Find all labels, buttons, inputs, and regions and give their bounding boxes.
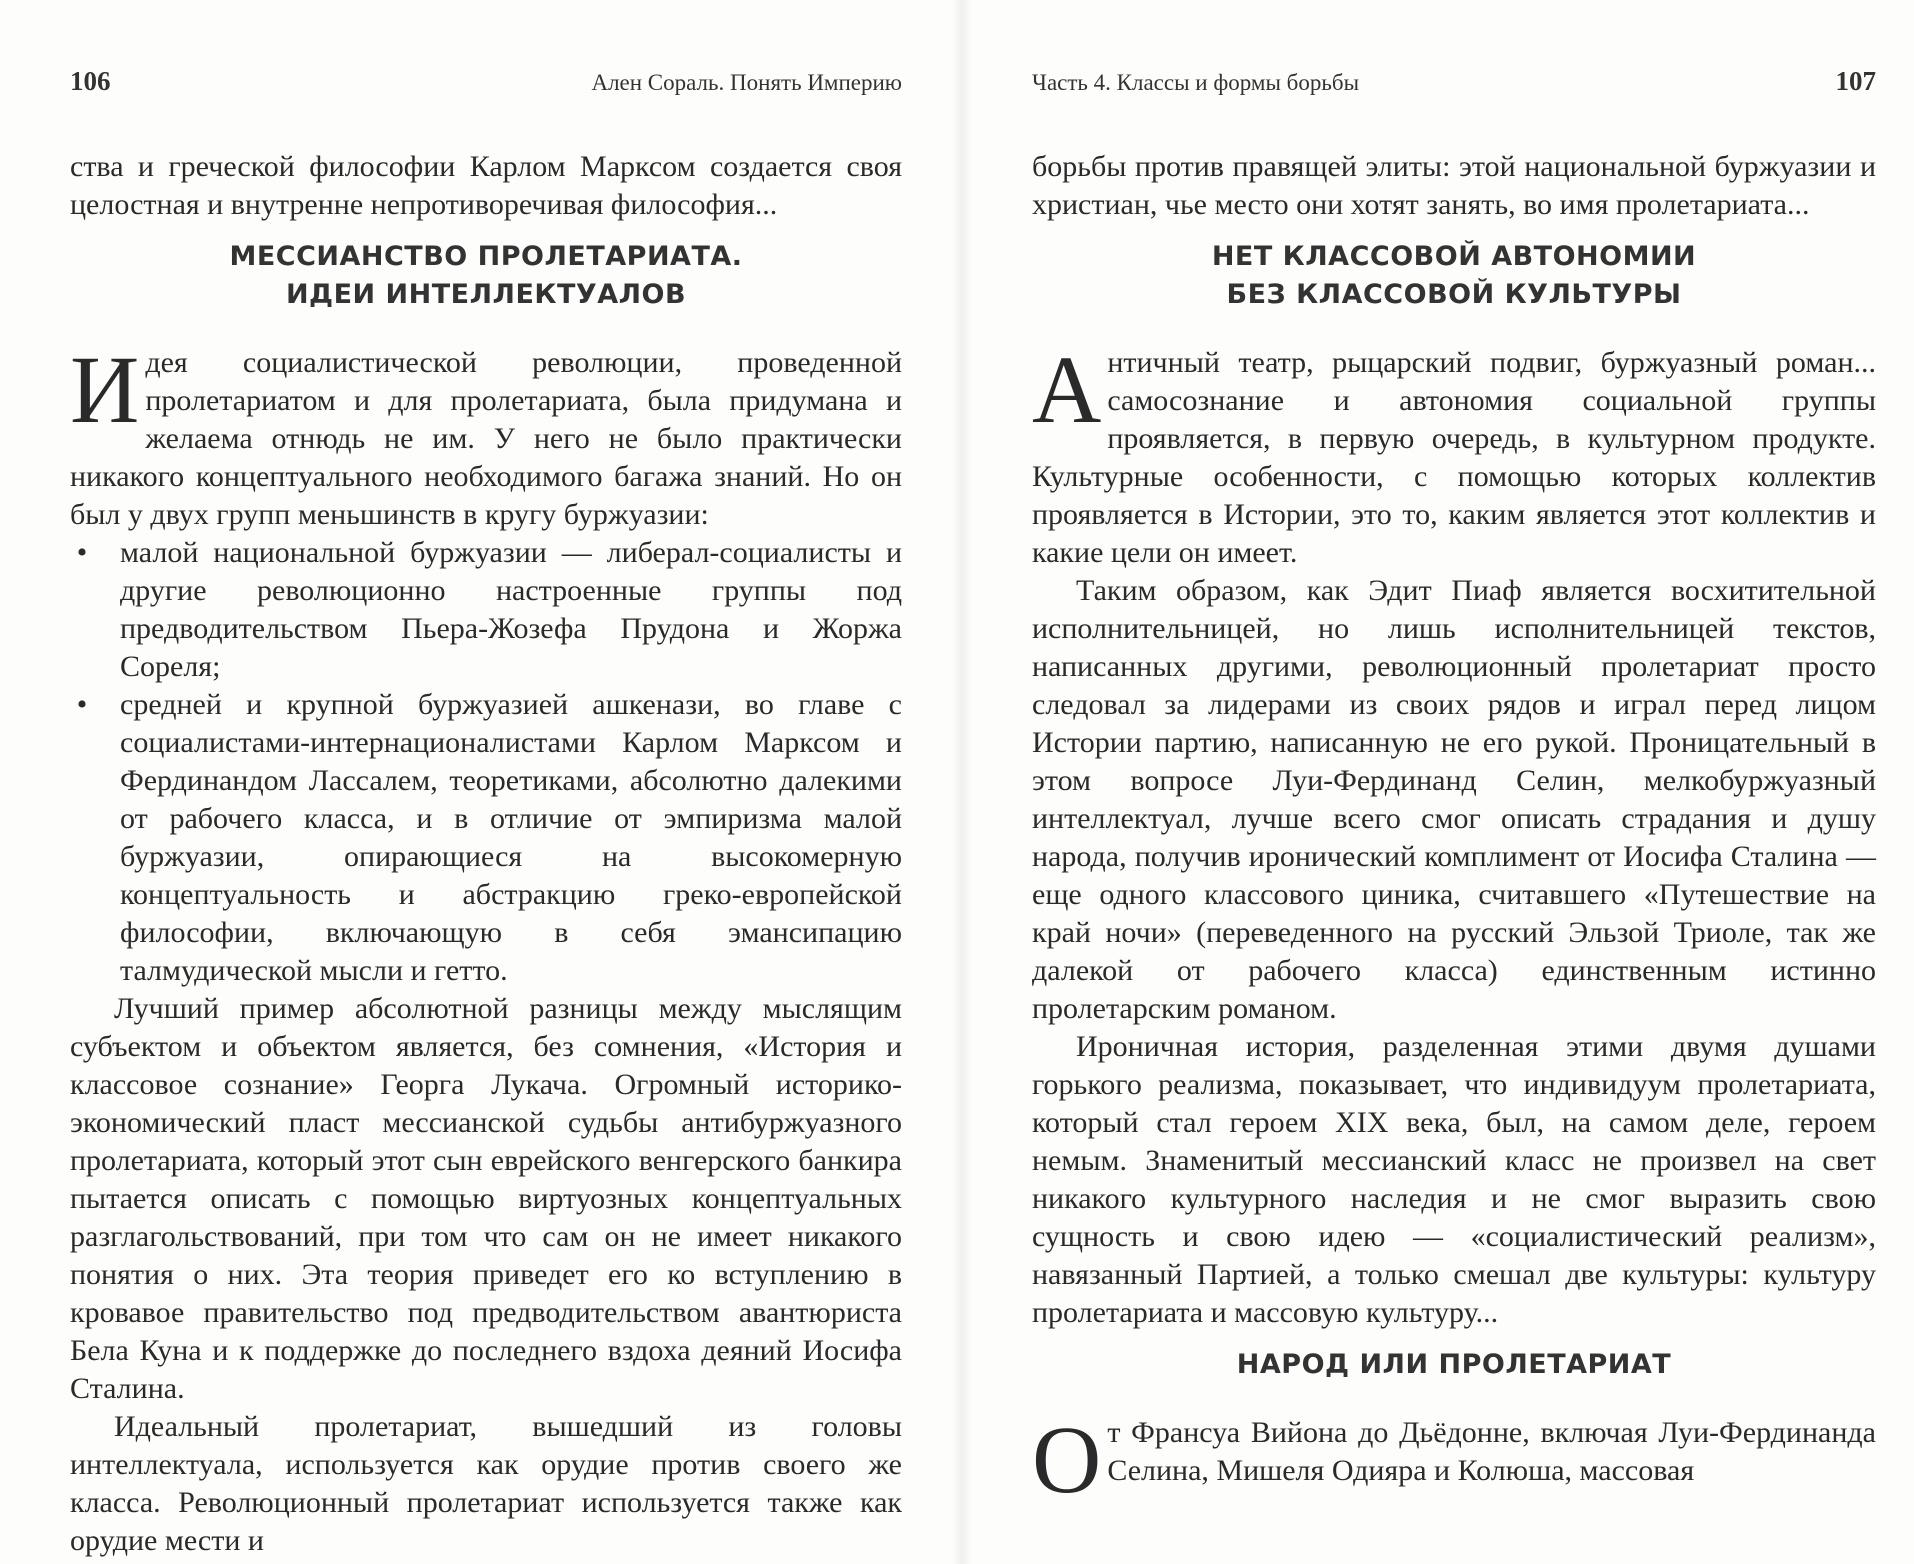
- left-dropcap-text: дея социалистической революции, проведенной пролетариатом и для пролетариата, была придумана и желаема отнюдь не им. У него не было практически никакого концептуального необходимого багажа знаний. Но он был у двух групп меньшинств в кругу буржуазии:: [70, 346, 902, 531]
- left-section-heading: [70, 238, 902, 314]
- left-dropcap-paragraph: [70, 336, 902, 534]
- left-heading-line-2: ИДЕИ ИНТЕЛЛЕКТУАЛОВ: [285, 279, 687, 310]
- right-section-heading-1: [1032, 238, 1876, 314]
- right-page: [970, 0, 1914, 1564]
- right-section-heading-2: НАРОД ИЛИ ПРОЛЕТАРИАТ: [1236, 1349, 1672, 1380]
- right-paragraph-piaf: Таким образом, как Эдит Пиаф является восхитительной исполнительницей, но лишь исполнительницей текстов, написанных другими, революционный пролетариат просто следовал за лидерами из своих рядов и играл перед лицом Истории партию, написанную не его рукой. Проницательный в этом вопросе Луи-Фердинанд Селин, мелкобуржуазный интеллектуал, лучше всего смог описать страдания и душу народа, получив иронический комплимент от Иосифа Сталина — еще одного классового циника, считавшего «Путешествие на край ночи» (переведенного на русский Эльзой Триоле, так же далекой от рабочего класса) единственным истинно пролетарским романом.: [1032, 574, 1876, 1025]
- left-dropcap-letter: И: [70, 336, 140, 443]
- left-running-title: Ален Сораль. Понять Империю: [591, 70, 902, 95]
- bullet-text: средней и крупной буржуазией ашкенази, во главе с социалистами-интернационалистами Карлом Марксом и Фердинандом Лассалем, теоретиками, абсолютно далекими от рабочего класса, и в отличие от эмпиризма малой буржуазии, опирающиеся на высокомерную концептуальность и абстракцию греко-европейской философии, включающую в себя эмансипацию талмудической мысли и гетто.: [120, 688, 902, 987]
- right-opening-paragraph: борьбы против правящей элиты: этой национальной буржуазии и христиан, чье место они хотят занять, во имя пролетариата...: [1032, 150, 1876, 221]
- right-dropcap2-text: т Франсуа Вийона до Дьёдонне, включая Луи-Фердинанда Селина, Мишеля Одияра и Колюша, массовая: [1107, 1416, 1876, 1487]
- left-body-text: [70, 148, 902, 1560]
- right-body-text: [1032, 148, 1876, 1513]
- list-item: [70, 534, 902, 686]
- right-running-title: Часть 4. Классы и формы борьбы: [1032, 70, 1360, 95]
- left-page-number: 106: [70, 66, 111, 96]
- right-dropcap2-letter: О: [1032, 1406, 1102, 1513]
- right-heading1-line-2: БЕЗ КЛАССОВОЙ КУЛЬТУРЫ: [1226, 279, 1682, 310]
- bullet-marker: •: [76, 688, 88, 721]
- right-running-head: [1032, 66, 1876, 110]
- right-paragraph-ironic-history: Ироничная история, разделенная этими двумя душами горького реализма, показывает, что индивидуум пролетариата, который стал героем XIX века, был, на самом деле, героем немым. Знаменитый мессианский класс не произвел на свет никакого культурного наследия и не смог выразить свою сущность и свою идею — «социалистический реализм», навязанный Партией, а только смешал две культуры: культуру пролетариата и массовую культуру...: [1032, 1030, 1876, 1329]
- right-heading1-line-1: НЕТ КЛАССОВОЙ АВТОНОМИИ: [1211, 241, 1697, 272]
- left-opening-paragraph: ства и греческой философии Карлом Марксом создается своя целостная и внутренне непротиворечивая философия...: [70, 150, 902, 221]
- right-dropcap-paragraph-1: [1032, 336, 1876, 572]
- right-dropcap1-text: нтичный театр, рыцарский подвиг, буржуазный роман... самосознание и автономия социальной группы проявляется, в первую очередь, в культурном продукте. Культурные особенности, с помощью которых коллектив проявляется в Истории, это то, каким является этот коллектив и какие цели он имеет.: [1032, 346, 1876, 569]
- right-dropcap-paragraph-2: [1032, 1406, 1876, 1513]
- left-heading-line-1: МЕССИАНСТВО ПРОЛЕТАРИАТА.: [229, 241, 743, 272]
- left-bullet-list: [70, 534, 902, 990]
- list-item: [70, 686, 902, 990]
- right-dropcap1-letter: А: [1032, 336, 1102, 443]
- bullet-marker: •: [76, 536, 88, 569]
- bullet-text: малой национальной буржуазии — либерал-социалисты и другие революционно настроенные группы под предводительством Пьера-Жозефа Прудона и Жоржа Сореля;: [120, 536, 902, 683]
- left-paragraph-ideal-proletariat: Идеальный пролетариат, вышедший из головы интеллектуала, используется как орудие против своего же класса. Революционный пролетариат используется также как орудие мести и: [70, 1410, 902, 1557]
- right-page-number: 107: [1835, 66, 1876, 96]
- left-running-head: [70, 66, 902, 110]
- left-paragraph-lukacs: Лучший пример абсолютной разницы между мыслящим субъектом и объектом является, без сомнения, «История и классовое сознание» Георга Лукача. Огромный историко-экономический пласт мессианской судьбы антибуржуазного пролетариата, который этот сын еврейского венгерского банкира пытается описать с помощью виртуозных концептуальных разглагольствований, при том что сам он не имеет никакого понятия о них. Эта теория приведет его ко вступлению в кровавое правительство под предводительством авантюриста Бела Куна и к поддержке до последнего вздоха деяний Иосифа Сталина.: [70, 992, 902, 1405]
